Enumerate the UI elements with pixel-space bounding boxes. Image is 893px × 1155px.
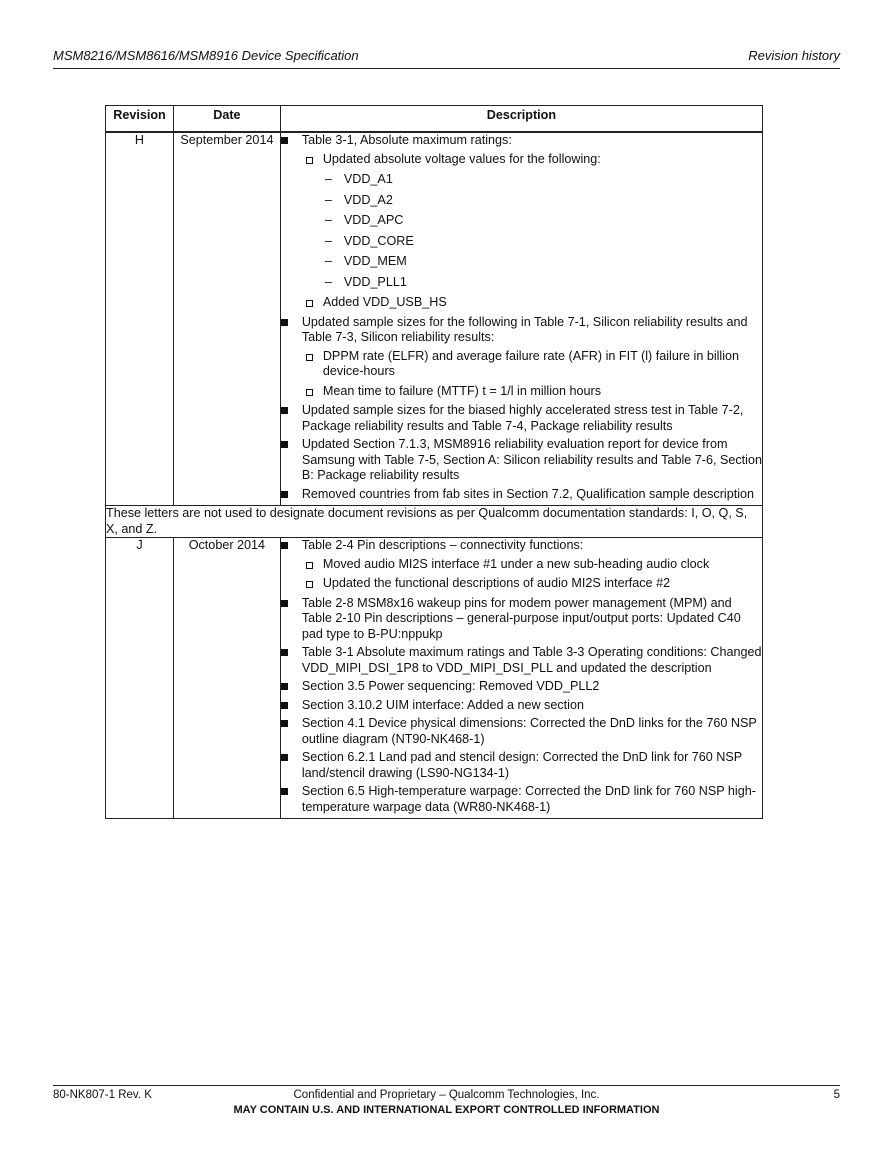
table-row	[106, 538, 763, 819]
table-note-row	[106, 506, 763, 538]
list-item-text: Updated sample sizes for the biased highly accelerated stress test in Table 7-2, Package reliability results and Table 7-4, Package reliability results	[301, 403, 744, 433]
list-item-text: Table 3-1 Absolute maximum ratings and Table 3-3 Operating conditions: Changed VDD_MIPI_DSI_1P8 to VDD_MIPI_DSI_PLL and updated the description	[301, 645, 762, 675]
sub-list-item	[281, 349, 762, 380]
description-cell	[280, 538, 762, 819]
dash-bullet-icon: –	[324, 274, 332, 289]
square-bullet-icon	[281, 137, 288, 144]
dash-bullet-icon: –	[324, 213, 332, 227]
list-item	[281, 698, 762, 714]
sub-list-item	[281, 152, 762, 168]
document-number: 80-NK807-1 Rev. K	[53, 1089, 152, 1101]
list-item-text: Section 6.2.1 Land pad and stencil design: Corrected the DnD link for 760 NSP land/stencil drawing (LS90-NG134-1)	[301, 750, 742, 780]
hollow-square-bullet-icon	[306, 581, 313, 588]
dash-bullet-icon: –	[324, 233, 332, 248]
page-header	[53, 48, 840, 69]
hollow-square-bullet-icon	[306, 389, 313, 396]
list-item	[281, 645, 762, 676]
sub-sub-list-item	[281, 234, 762, 250]
square-bullet-icon	[281, 319, 288, 326]
page-number: 5	[833, 1089, 840, 1101]
square-bullet-icon	[281, 720, 288, 727]
square-bullet-icon	[281, 600, 288, 607]
sub-sub-list-item	[281, 254, 762, 270]
sub-list-item-text: Added VDD_USB_HS	[322, 295, 447, 309]
hollow-square-bullet-icon	[306, 300, 313, 307]
sub-list-item	[281, 295, 762, 311]
description-cell	[280, 132, 762, 506]
hollow-square-bullet-icon	[306, 354, 313, 361]
sub-sub-list-item-text: VDD_MEM	[343, 254, 407, 268]
list-item	[281, 133, 762, 149]
list-item	[281, 315, 762, 346]
square-bullet-icon	[281, 407, 288, 414]
sub-sub-list-item-text: VDD_APC	[343, 213, 404, 227]
sub-list-item	[281, 576, 762, 592]
list-item	[281, 538, 762, 554]
sub-list-item	[281, 384, 762, 400]
column-header-description: Description	[280, 106, 762, 133]
list-item-text: Removed countries from fab sites in Section 7.2, Qualification sample description	[301, 486, 755, 501]
square-bullet-icon	[281, 491, 288, 498]
revision-history-table	[105, 105, 763, 819]
sub-sub-list-item	[281, 213, 762, 229]
revision-letters-note: These letters are not used to designate document revisions as per Qualcomm documentation standards: I, O, Q, S, X, and Z.	[106, 506, 763, 538]
column-header-revision: Revision	[106, 106, 174, 133]
sub-list-item-text: DPPM rate (ELFR) and average failure rate (AFR) in FIT (l) failure in billion device-hours	[322, 348, 740, 378]
list-item	[281, 679, 762, 695]
list-item-text: Section 4.1 Device physical dimensions: Corrected the DnD links for the 760 NSP outline diagram (NT90-NK468-1)	[301, 716, 757, 746]
export-notice: MAY CONTAIN U.S. AND INTERNATIONAL EXPORT CONTROLLED INFORMATION	[233, 1104, 660, 1116]
list-item	[281, 716, 762, 747]
revision-cell: H	[106, 132, 174, 506]
list-item	[281, 784, 762, 815]
date-cell: October 2014	[173, 538, 280, 819]
sub-sub-list-item-text: VDD_PLL1	[343, 274, 407, 289]
date-cell: September 2014	[173, 132, 280, 506]
confidentiality-notice: Confidential and Proprietary – Qualcomm Technologies, Inc.	[293, 1089, 600, 1101]
list-item-text: Table 2-8 MSM8x16 wakeup pins for modem power management (MPM) and Table 2-10 Pin descriptions – general-purpose input/output ports: Updated C40 pad type to B-PU:nppukp	[301, 595, 741, 641]
list-item	[281, 750, 762, 781]
square-bullet-icon	[281, 542, 288, 549]
sub-sub-list-item	[281, 275, 762, 291]
list-item-text: Section 6.5 High-temperature warpage: Corrected the DnD link for 760 NSP high-temperature warpage data (WR80-NK468-1)	[301, 784, 756, 814]
list-item-text: Updated Section 7.1.3, MSM8916 reliability evaluation report for device from Samsung with Table 7-5, Section A: Silicon reliability results and Table 7-6, Section B: Package reliability results	[301, 437, 762, 482]
table-header-row	[106, 106, 763, 133]
dash-bullet-icon: –	[324, 192, 332, 207]
list-item	[281, 487, 762, 503]
sub-sub-list-item-text: VDD_A1	[343, 172, 393, 186]
dash-bullet-icon: –	[324, 172, 332, 186]
square-bullet-icon	[281, 788, 288, 795]
list-item-text: Section 3.10.2 UIM interface: Added a new section	[301, 697, 584, 712]
dash-bullet-icon: –	[324, 254, 332, 268]
sub-sub-list-item	[281, 193, 762, 209]
list-item	[281, 596, 762, 643]
section-title: Revision history	[748, 48, 840, 63]
sub-list-item-text: Mean time to failure (MTTF) t = 1/l in million hours	[322, 383, 602, 398]
square-bullet-icon	[281, 702, 288, 709]
sub-sub-list-item-text: VDD_A2	[343, 192, 393, 207]
page-footer	[53, 1085, 840, 1116]
revision-cell: J	[106, 538, 174, 819]
list-item	[281, 437, 762, 484]
table-row	[106, 132, 763, 506]
list-item	[281, 403, 762, 434]
hollow-square-bullet-icon	[306, 157, 313, 164]
sub-list-item-text: Updated absolute voltage values for the following:	[322, 151, 601, 166]
list-item-text: Updated sample sizes for the following in Table 7-1, Silicon reliability results and Table 7-3, Silicon reliability results:	[301, 314, 748, 344]
square-bullet-icon	[281, 754, 288, 761]
square-bullet-icon	[281, 441, 288, 448]
sub-list-item-text: Updated the functional descriptions of audio MI2S interface #2	[322, 576, 671, 590]
sub-sub-list-item-text: VDD_CORE	[343, 233, 414, 248]
column-header-date: Date	[173, 106, 280, 133]
sub-list-item-text: Moved audio MI2S interface #1 under a new sub-heading audio clock	[322, 556, 710, 571]
sub-list-item	[281, 557, 762, 573]
list-item-text: Section 3.5 Power sequencing: Removed VDD_PLL2	[301, 679, 600, 693]
square-bullet-icon	[281, 683, 288, 690]
square-bullet-icon	[281, 649, 288, 656]
hollow-square-bullet-icon	[306, 562, 313, 569]
list-item-text: Table 3-1, Absolute maximum ratings:	[301, 133, 512, 147]
list-item-text: Table 2-4 Pin descriptions – connectivity functions:	[301, 538, 584, 552]
document-title: MSM8216/MSM8616/MSM8916 Device Specification	[53, 48, 359, 63]
sub-sub-list-item	[281, 172, 762, 188]
